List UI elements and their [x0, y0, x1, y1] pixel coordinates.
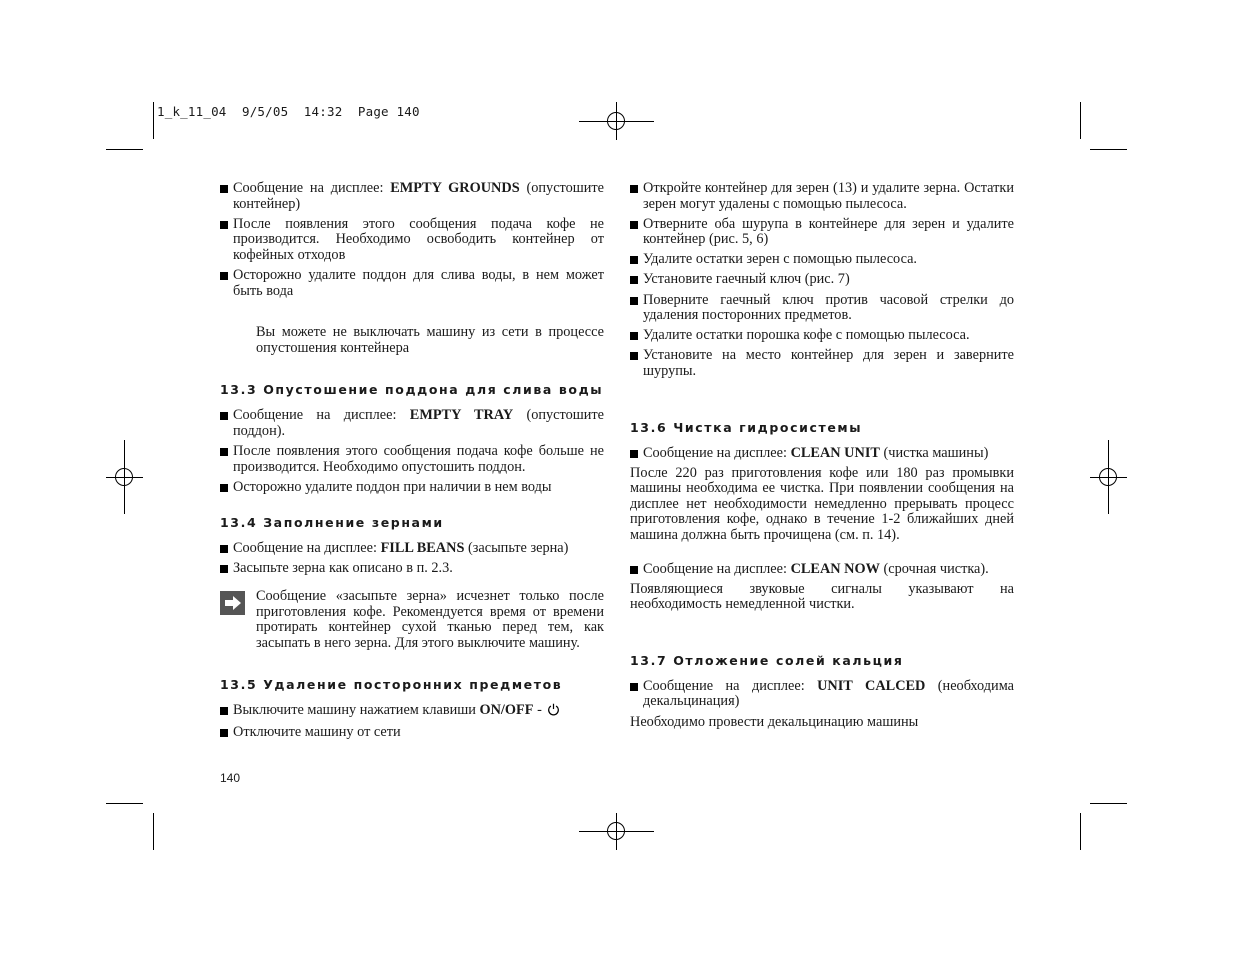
list-item: Отключите машину от сети [220, 725, 604, 741]
list-item: Поверните гаечный ключ против часовой стрелки до удаления посторонних предметов. [630, 293, 1014, 324]
bullet-icon [630, 185, 638, 193]
list-item: Установите на место контейнер для зерен и заверните шурупы. [630, 348, 1014, 379]
crop-mark [1090, 149, 1127, 150]
section-heading: 13.7 Отложение солей кальция [630, 652, 904, 668]
bullet-icon [630, 683, 638, 691]
body-paragraph: После 220 раз приготовления кофе или 180 раз промывки машины необходима ее чистка. При появлении сообщения на дисплее нет необходимости немедленно прерывать процесс приготовления кофе, однако в течение 1-2 ближайших дней машина должна быть прочищена (см. п. 14). [630, 464, 1014, 543]
bullet-icon [630, 276, 638, 284]
bullet-icon [220, 412, 228, 420]
note-text: Вы можете не выключать машину из сети в процессе опустошения контейнера [256, 324, 604, 356]
registration-circle [1099, 468, 1117, 486]
crop-mark [1080, 813, 1081, 850]
crop-mark [1080, 102, 1081, 139]
list-item: Отверните оба шурупа в контейнере для зерен и удалите контейнер (рис. 5, 6) [630, 217, 1014, 248]
bullet-icon [630, 352, 638, 360]
list-item: Откройте контейнер для зерен (13) и удалите зерна. Остатки зерен могут удалены с помощью пылесоса. [630, 181, 1014, 212]
list-item: Выключите машину нажатием клавиши ON/OFF - [220, 703, 604, 721]
bullet-icon [220, 221, 228, 229]
bullet-icon [220, 185, 228, 193]
bullet-icon [220, 729, 228, 737]
bullet-icon [630, 332, 638, 340]
list-item: Удалите остатки зерен с помощью пылесоса. [630, 252, 1014, 268]
left-column [220, 181, 604, 746]
section-heading: 13.3 Опустошение поддона для слива воды [220, 382, 604, 398]
bullet-icon [220, 707, 228, 715]
list-item: Удалите остатки порошка кофе с помощью пылесоса. [630, 328, 1014, 344]
list-item: Сообщение на дисплее: EMPTY TRAY (опустошите поддон). [220, 408, 604, 439]
bullet-icon [220, 484, 228, 492]
crop-mark [106, 149, 143, 150]
tip-note [220, 589, 604, 651]
bullet-icon [630, 566, 638, 574]
registration-circle [607, 822, 625, 840]
section-heading: 13.5 Удаление посторонних предметов [220, 677, 563, 693]
body-paragraph: Появляющиеся звуковые сигналы указывают на необходимость немедленной чистки. [630, 580, 1014, 613]
crop-mark [106, 803, 143, 804]
crop-mark [1090, 803, 1127, 804]
right-column [630, 181, 1014, 735]
power-icon [547, 703, 560, 721]
bullet-icon [220, 448, 228, 456]
list-item: Осторожно удалите поддон для слива воды, в нем может быть вода [220, 268, 604, 299]
list-item: Сообщение на дисплее: CLEAN UNIT (чистка машины) [630, 446, 1014, 462]
list-item: После появления этого сообщения подача кофе больше не производится. Необходимо опустошить поддон. [220, 444, 604, 475]
crop-mark [153, 813, 154, 850]
section-heading: 13.6 Чистка гидросистемы [630, 419, 863, 435]
list-item: Сообщение на дисплее: FILL BEANS (засыпьте зерна) [220, 541, 604, 557]
registration-circle [607, 112, 625, 130]
section-heading: 13.4 Заполнение зернами [220, 515, 444, 531]
page-number: 140 [220, 771, 241, 785]
bullet-icon [220, 545, 228, 553]
bullet-icon [630, 297, 638, 305]
list-item: Сообщение на дисплее: UNIT CALCED (необходима декальцинация) [630, 679, 1014, 710]
list-item: Осторожно удалите поддон при наличии в нем воды [220, 480, 604, 496]
bullet-icon [220, 565, 228, 573]
bullet-icon [630, 221, 638, 229]
print-slug: 1_k_11_04 9/5/05 14:32 Page 140 [157, 104, 420, 119]
crop-mark [153, 102, 154, 139]
bullet-icon [630, 256, 638, 264]
body-paragraph: Необходимо провести декальцинацию машины [630, 713, 919, 730]
bullet-icon [220, 272, 228, 280]
list-item: Установите гаечный ключ (рис. 7) [630, 272, 1014, 288]
registration-circle [115, 468, 133, 486]
bullet-icon [630, 450, 638, 458]
right-arrow-icon [220, 591, 245, 615]
list-item: Сообщение на дисплее: EMPTY GROUNDS (опустошите контейнер) [220, 181, 604, 212]
list-item: Засыпьте зерна как описано в п. 2.3. [220, 561, 604, 577]
list-item: После появления этого сообщения подача кофе не производится. Необходимо освободить контейнер от кофейных отходов [220, 217, 604, 264]
list-item: Сообщение на дисплее: CLEAN NOW (срочная чистка). [630, 562, 1014, 578]
note-text: Сообщение «засыпьте зерна» исчезнет только после приготовления кофе. Рекомендуется время от времени протирать контейнер сухой тканью перед тем, как засыпать в него зерна. Для этого выключите машину. [256, 588, 604, 651]
